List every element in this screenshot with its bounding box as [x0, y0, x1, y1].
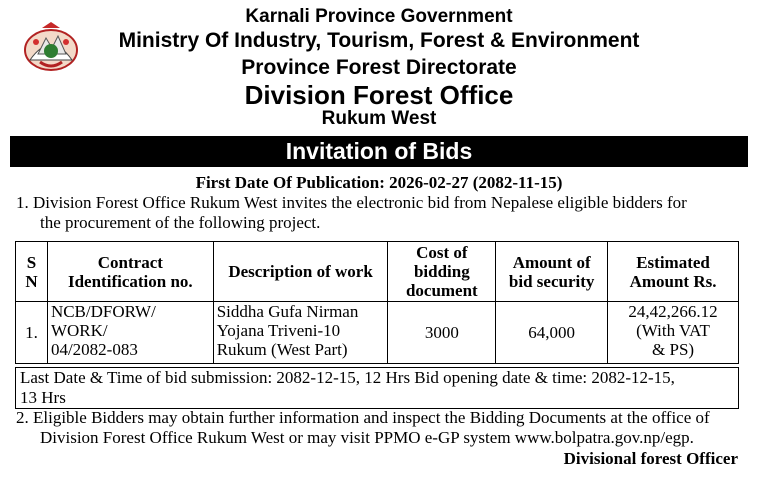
header-estimated: Estimated Amount Rs.: [608, 242, 739, 302]
header-description: Description of work: [213, 242, 388, 302]
title-banner: [10, 136, 748, 167]
signoff: Divisional forest Officer: [563, 449, 738, 468]
notice-2-line-1: Eligible Bidders may obtain further information and inspect the Bidding Documents at the office of: [33, 408, 710, 427]
header-security: Amount of bid security: [496, 242, 608, 302]
header-sn: S N: [16, 242, 48, 302]
last-date-line-2: 13 Hrs: [20, 388, 66, 407]
notice-1-line-1: Division Forest Office Rukum West invites the electronic bid from Nepalese eligible bidders for: [33, 193, 687, 212]
district-title: Rukum West: [321, 108, 437, 129]
directorate-title: Province Forest Directorate: [241, 56, 517, 79]
cell-sn: 1.: [16, 302, 48, 364]
notice-1: [16, 193, 746, 233]
cell-cost: 3000: [388, 302, 496, 364]
notice-1-number: 1.: [16, 193, 29, 212]
header-cost: Cost of bidding document: [388, 242, 496, 302]
bids-table: [15, 241, 739, 364]
cell-security: 64,000: [496, 302, 608, 364]
notice-2-number: 2.: [16, 408, 29, 427]
last-date-line-1: Last Date & Time of bid submission: 2082-12-15, 12 Hrs Bid opening date & time: 2082-12-15,: [20, 368, 675, 387]
publication-date: First Date Of Publication: 2026-02-27 (2082-11-15): [195, 173, 563, 192]
header-contract: Contract Identification no.: [47, 242, 213, 302]
government-title: Karnali Province Government: [245, 6, 513, 27]
table-header-row: [16, 242, 739, 302]
ministry-title: Ministry Of Industry, Tourism, Forest & Environment: [118, 29, 640, 52]
office-title: Division Forest Office: [244, 80, 514, 110]
notice-1-line-2: the procurement of the following project.: [40, 213, 321, 232]
cell-estimated: 24,42,266.12 (With VAT & PS): [608, 302, 739, 364]
table-row: [16, 302, 739, 364]
cell-description: Siddha Gufa Nirman Yojana Triveni-10 Rukum (West Part): [213, 302, 388, 364]
notice-2: [16, 408, 746, 448]
banner-title: Invitation of Bids: [285, 138, 473, 164]
last-date-row: [15, 367, 739, 409]
cell-contract: NCB/DFORW/ WORK/ 04/2082-083: [47, 302, 213, 364]
notice-2-line-2: Division Forest Office Rukum West or may visit PPMO e-GP system www.bolpatra.gov.np/egp.: [40, 428, 694, 447]
